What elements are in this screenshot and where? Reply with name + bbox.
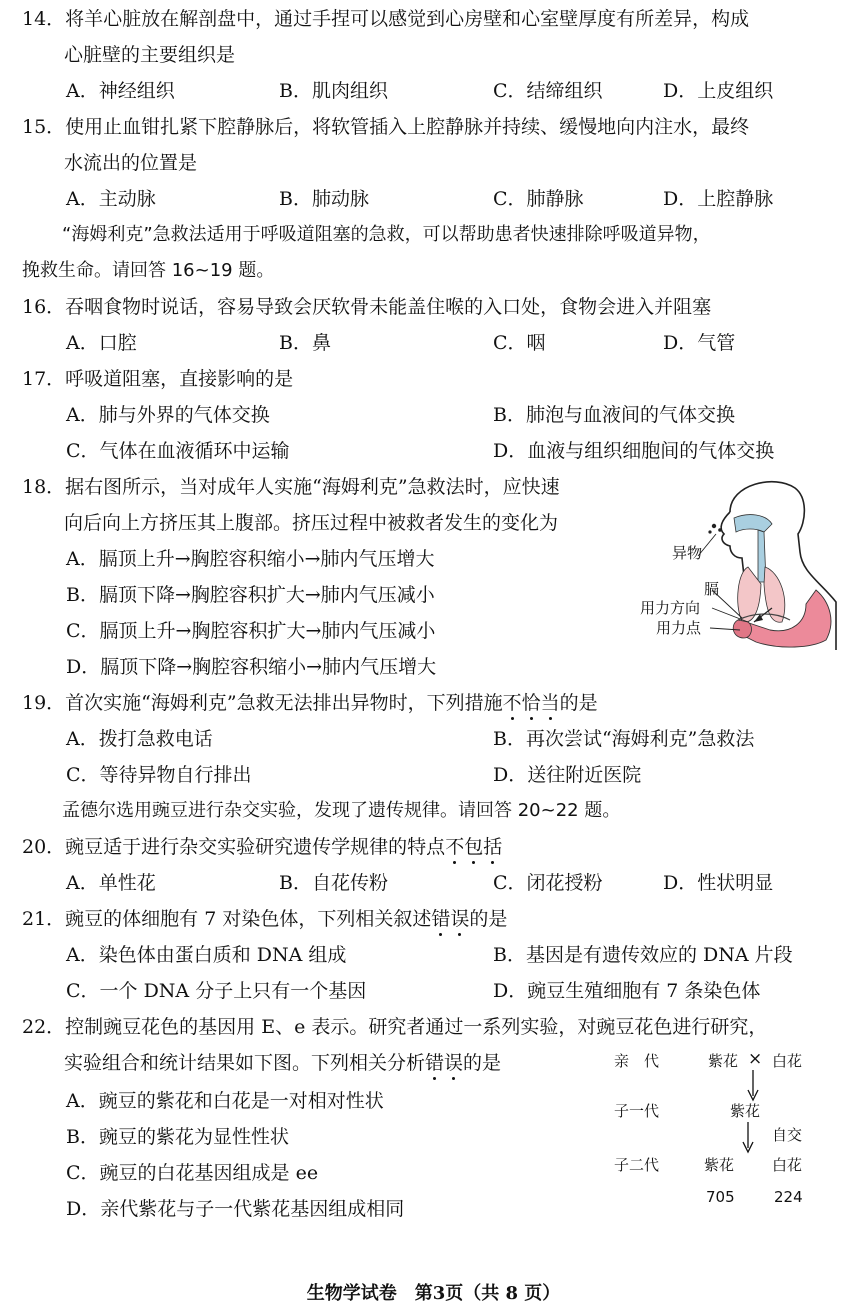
question-15-line1: 15．使用止血钳扎紧下腔静脉后，将软管插入上腔静脉并持续、缓慢地向内注水，最终 xyxy=(22,116,750,138)
option-15-a: A．主动脉 xyxy=(66,188,156,210)
label-parent-white: 白花 xyxy=(772,1052,803,1070)
option-22-a: A．豌豆的紫花和白花是一对相对性状 xyxy=(66,1090,384,1112)
rescuer-fist xyxy=(733,620,751,638)
label-force-point: 用力点 xyxy=(656,619,702,637)
option-14-d: D．上皮组织 xyxy=(663,80,774,102)
page-footer: 生物学试卷 第3页（共 8 页） xyxy=(306,1283,561,1304)
option-22-d: D．亲代紫花与子一代紫花基因组成相同 xyxy=(66,1198,405,1220)
emphasis-char: 恰 xyxy=(521,692,541,714)
option-18-b: B．膈顶下降→胸腔容积扩大→肺内气压减小 xyxy=(66,584,435,606)
foreign-object-dot xyxy=(718,528,722,532)
cross-arrows xyxy=(600,1048,860,1218)
option-18-d: D．膈顶下降→胸腔容积缩小→肺内气压增大 xyxy=(66,656,437,678)
intro-16-19-line1: “海姆利克”急救法适用于呼吸道阻塞的急救，可以帮助患者快速排除呼吸道异物， xyxy=(62,224,711,245)
label-f1-purple: 紫花 xyxy=(730,1102,761,1120)
option-16-c: C．咽 xyxy=(493,332,546,354)
emphasis-char: 误 xyxy=(450,908,470,930)
question-17: 17．呼吸道阻塞，直接影响的是 xyxy=(22,368,294,390)
label-f2-white: 白花 xyxy=(772,1156,803,1174)
option-20-d: D．性状明显 xyxy=(663,872,774,894)
question-19-tail: 的是 xyxy=(559,692,598,714)
intro-20-22: 孟德尔选用豌豆进行杂交实验，发现了遗传规律。请回答 20~22 题。 xyxy=(62,800,621,821)
question-19-text: 19．首次实施“海姆利克”急救无法排出异物时，下列措施 xyxy=(22,692,503,714)
label-selfing: 自交 xyxy=(772,1126,803,1144)
genetic-cross-diagram xyxy=(600,1048,860,1218)
nasal-cavity xyxy=(734,515,772,532)
option-17-d: D．血液与组织细胞间的气体交换 xyxy=(493,440,775,462)
question-14-line2: 心脏壁的主要组织是 xyxy=(64,44,236,66)
question-15-line2: 水流出的位置是 xyxy=(64,152,198,174)
option-14-c: C．结缔组织 xyxy=(493,80,603,102)
question-16: 16．吞咽食物时说话，容易导致会厌软骨未能盖住喉的入口处，食物会进入并阻塞 xyxy=(22,296,712,318)
label-parent-generation: 亲 代 xyxy=(614,1052,660,1070)
option-17-a: A．肺与外界的气体交换 xyxy=(66,404,270,426)
option-20-c: C．闭花授粉 xyxy=(493,872,603,894)
emphasis-char: 不 xyxy=(502,692,522,714)
option-21-c: C．一个 DNA 分子上只有一个基因 xyxy=(66,980,367,1002)
question-20-text: 20．豌豆适于进行杂交实验研究遗传学规律的特点 xyxy=(22,836,446,858)
label-foreign-object: 异物 xyxy=(672,544,703,562)
emphasis-char: 不 xyxy=(445,836,465,858)
option-14-a: A．神经组织 xyxy=(66,80,175,102)
option-15-b: B．肺动脉 xyxy=(279,188,369,210)
label-diaphragm: 膈 xyxy=(704,580,720,598)
emphasis-char: 错 xyxy=(425,1052,445,1074)
question-21 xyxy=(22,908,507,930)
option-18-c: C．膈顶上升→胸腔容积扩大→肺内气压减小 xyxy=(66,620,436,642)
emphasis-char: 误 xyxy=(444,1052,464,1074)
option-19-c: C．等待异物自行排出 xyxy=(66,764,252,786)
emphasis-char: 括 xyxy=(483,836,503,858)
emphasis-char: 包 xyxy=(464,836,484,858)
question-18-line1: 18．据右图所示，当对成年人实施“海姆利克”急救法时，应快速 xyxy=(22,476,560,498)
label-force-direction: 用力方向 xyxy=(640,599,701,617)
label-f2-purple: 紫花 xyxy=(704,1156,735,1174)
option-20-a: A．单性花 xyxy=(66,872,156,894)
option-19-b: B．再次尝试“海姆利克”急救法 xyxy=(493,728,755,750)
option-21-b: B．基因是有遗传效应的 DNA 片段 xyxy=(493,944,793,966)
option-15-c: C．肺静脉 xyxy=(493,188,584,210)
cross-symbol: × xyxy=(748,1049,763,1069)
question-20 xyxy=(22,836,502,858)
option-17-c: C．气体在血液循环中运输 xyxy=(66,440,290,462)
emphasis-char: 当 xyxy=(540,692,560,714)
label-parent-purple: 紫花 xyxy=(708,1052,739,1070)
heimlich-figure xyxy=(630,472,860,652)
foreign-object-dot xyxy=(712,524,716,528)
count-f2-white: 224 xyxy=(774,1188,803,1206)
question-22-line2 xyxy=(64,1052,501,1074)
question-14-line1: 14．将羊心脏放在解剖盘中，通过手捏可以感觉到心房壁和心室壁厚度有所差异，构成 xyxy=(22,8,750,30)
question-21-text: 21．豌豆的体细胞有 7 对染色体，下列相关叙述 xyxy=(22,908,432,930)
option-22-c: C．豌豆的白花基因组成是 ee xyxy=(66,1162,319,1184)
intro-16-19-line2: 挽救生命。请回答 16~19 题。 xyxy=(22,260,275,281)
option-16-b: B．鼻 xyxy=(279,332,331,354)
question-18-line2: 向后向上方挤压其上腹部。挤压过程中被救者发生的变化为 xyxy=(64,512,559,534)
option-19-d: D．送往附近医院 xyxy=(493,764,642,786)
option-18-a: A．膈顶上升→胸腔容积缩小→肺内气压增大 xyxy=(66,548,435,570)
count-f2-purple: 705 xyxy=(706,1188,735,1206)
option-19-a: A．拨打急救电话 xyxy=(66,728,213,750)
option-14-b: B．肌肉组织 xyxy=(279,80,388,102)
question-22-text: 实验组合和统计结果如下图。下列相关分析 xyxy=(64,1052,426,1074)
option-20-b: B．自花传粉 xyxy=(279,872,388,894)
label-f1-generation: 子一代 xyxy=(614,1102,660,1120)
label-f2-generation: 子二代 xyxy=(614,1156,660,1174)
option-16-a: A．口腔 xyxy=(66,332,137,354)
question-22-line1: 22．控制豌豆花色的基因用 E、e 表示。研究者通过一系列实验，对豌豆花色进行研究， xyxy=(22,1016,768,1038)
question-22-tail: 的是 xyxy=(463,1052,502,1074)
option-17-b: B．肺泡与血液间的气体交换 xyxy=(493,404,735,426)
option-16-d: D．气管 xyxy=(663,332,736,354)
option-21-a: A．染色体由蛋白质和 DNA 组成 xyxy=(66,944,347,966)
question-21-tail: 的是 xyxy=(469,908,508,930)
question-19 xyxy=(22,692,598,714)
foreign-object-dot xyxy=(708,530,711,533)
option-22-b: B．豌豆的紫花为显性性状 xyxy=(66,1126,289,1148)
option-15-d: D．上腔静脉 xyxy=(663,188,774,210)
option-21-d: D．豌豆生殖细胞有 7 条染色体 xyxy=(493,980,761,1002)
emphasis-char: 错 xyxy=(431,908,451,930)
